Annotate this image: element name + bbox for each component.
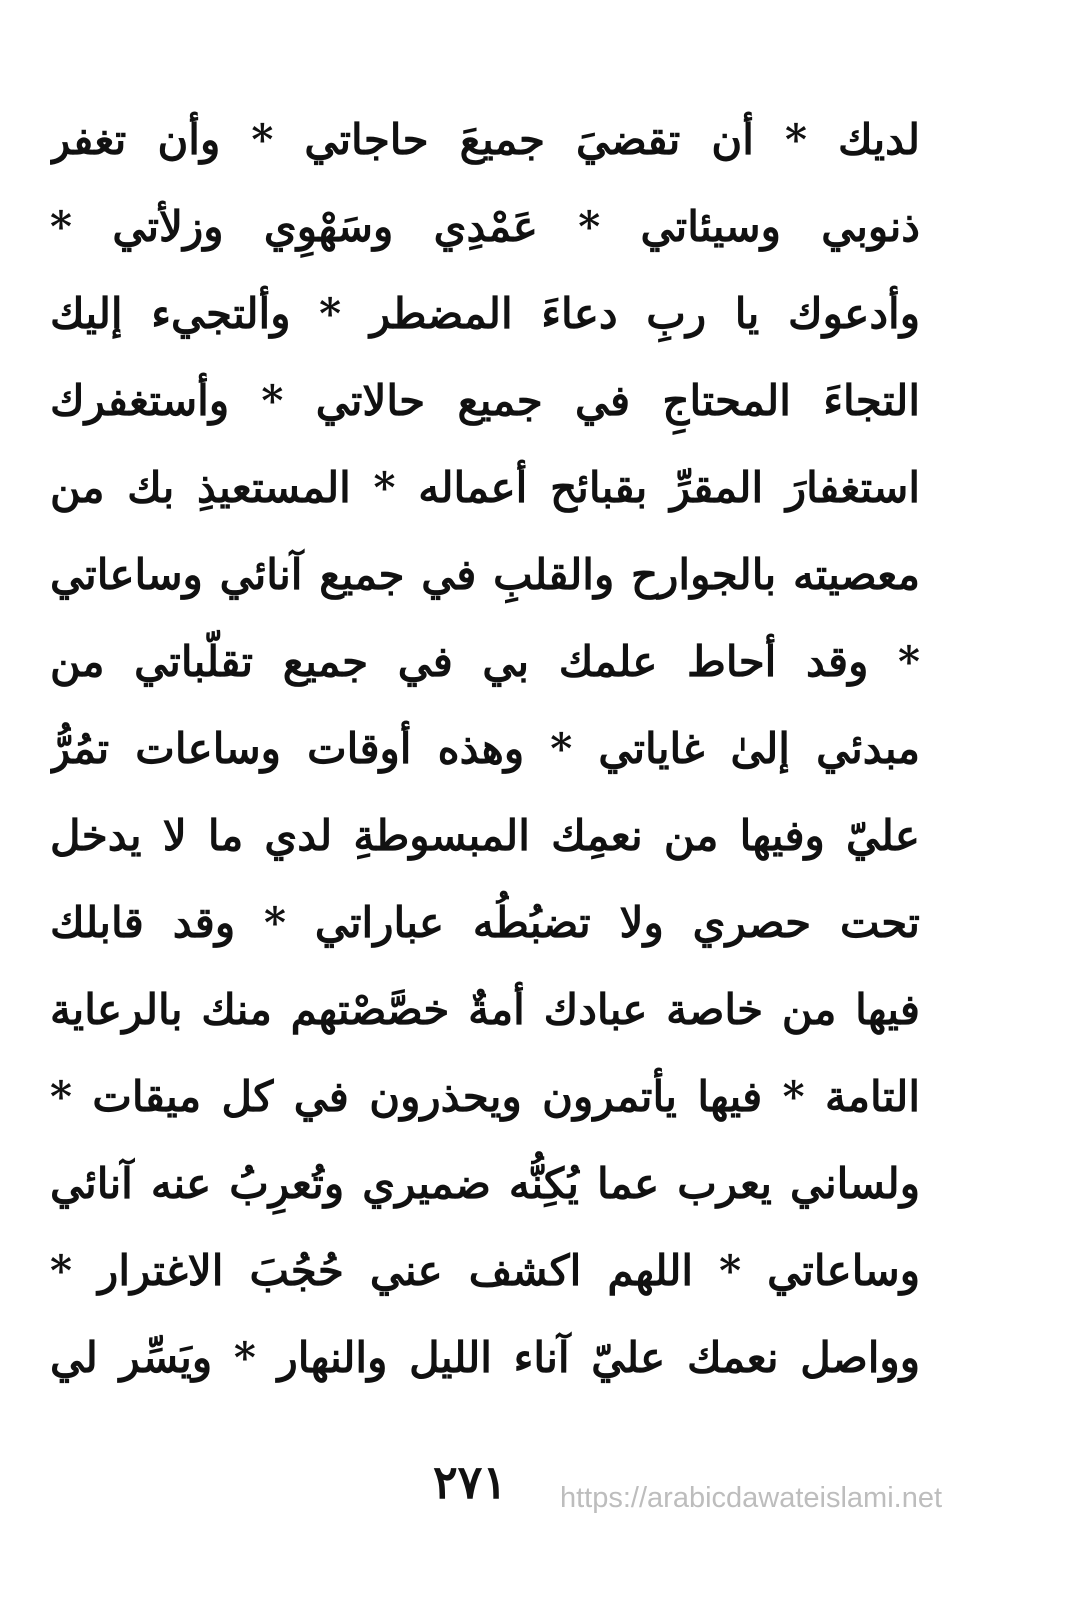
text-line: ولساني يعرب عما يُكِنُّه ضميري وتُعرِبُ عنه آنائي: [50, 1159, 920, 1208]
text-line: * وقد أحاط علمك بي في جميع تقلّباتي من: [50, 637, 920, 686]
text-line: وساعاتي * اللهم اكشف عني حُجُبَ الاغترار *: [50, 1246, 920, 1295]
text-line: وأدعوك يا ربِ دعاءَ المضطر * وألتجيء إليك: [50, 289, 920, 338]
text-line: وواصل نعمك عليّ آناء الليل والنهار * ويَسِّر لي: [50, 1333, 920, 1382]
page-number: ٢٧١: [432, 1455, 508, 1509]
text-line: استغفارَ المقرِّ بقبائح أعماله * المستعيذِ بك من: [50, 463, 920, 512]
watermark-url: https://arabicdawateislami.net: [560, 1482, 943, 1514]
text-line: لديك * أن تقضيَ جميعَ حاجاتي * وأن تغفر: [50, 115, 920, 164]
text-line: ذنوبي وسيئاتي * عَمْدِي وسَهْوِي وزلأتي *: [50, 202, 920, 251]
text-line: فيها من خاصة عبادك أمةٌ خصَّصْتهم منك بالرعاية: [50, 985, 920, 1034]
text-line: التامة * فيها يأتمرون ويحذرون في كل ميقات *: [50, 1072, 920, 1121]
body-text: [50, 96, 920, 1401]
text-line: التجاءَ المحتاجِ في جميع حالاتي * وأستغفرك: [50, 376, 920, 425]
text-line: معصيته بالجوارح والقلبِ في جميع آنائي وساعاتي: [50, 550, 920, 599]
text-line: مبدئي إلىٰ غاياتي * وهذه أوقات وساعات تمُرُّ: [50, 724, 920, 773]
text-line: عليّ وفيها من نعمِك المبسوطةِ لدي ما لا يدخل: [50, 811, 920, 860]
text-line: تحت حصري ولا تضبُطُه عباراتي * وقد قابلك: [50, 898, 920, 947]
